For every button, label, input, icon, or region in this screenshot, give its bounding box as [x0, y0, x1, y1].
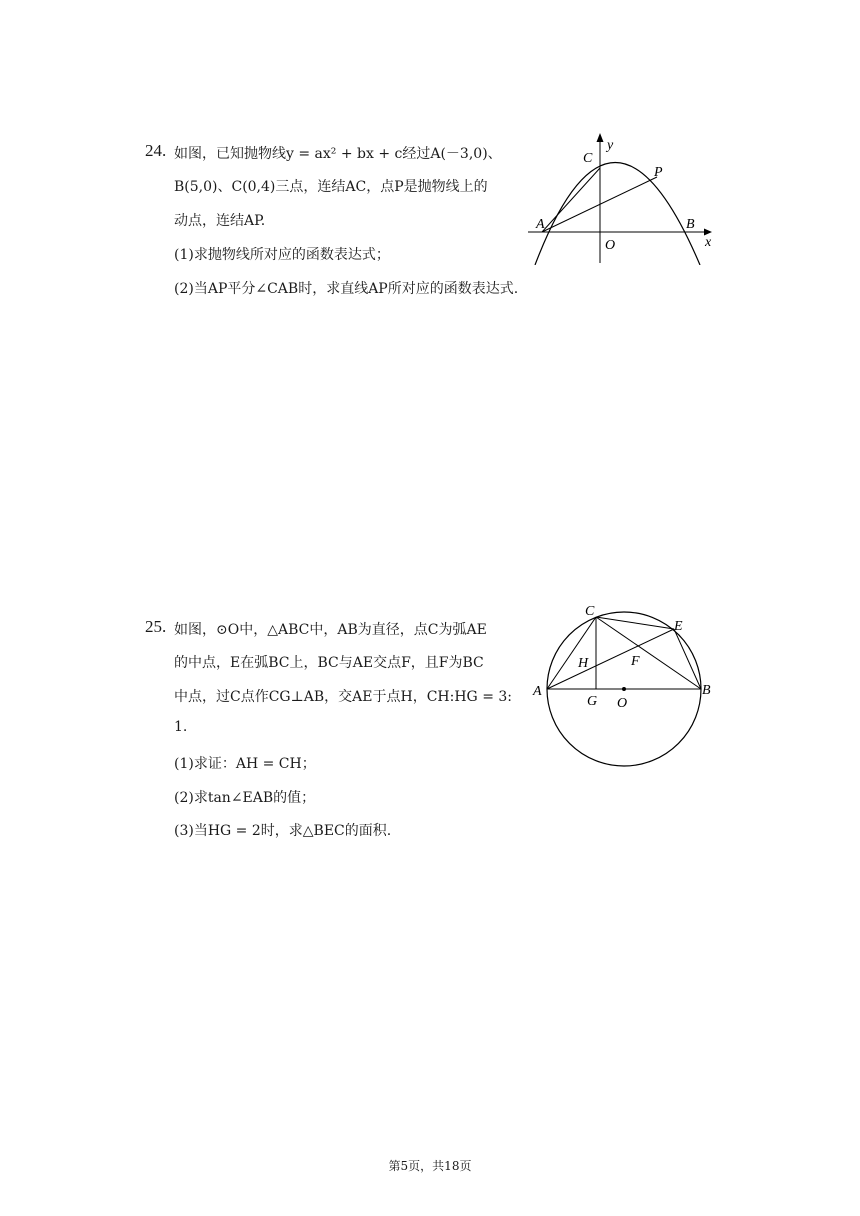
question-text-line: 如图，⊙O中，△ABC中，AB为直径，点C为弧AE	[174, 622, 487, 638]
label-h: H	[578, 656, 589, 671]
segment-ac	[547, 617, 596, 689]
label-a: A	[533, 684, 542, 699]
question-text-line: 中点，过C点作CG⊥AB，交AE于点H，CH:HG = 3:	[174, 689, 512, 705]
label-p: P	[654, 165, 663, 180]
question-text-line: B(5,0)、C(0,4)三点，连结AC，点P是抛物线上的	[174, 179, 488, 195]
label-o: O	[617, 696, 628, 711]
parabola-figure	[528, 130, 718, 265]
question-text-line: 如图，已知抛物线y = ax² + bx + c经过A(－3,0)、	[174, 146, 502, 162]
question-number: 24.	[145, 141, 167, 160]
y-axis-arrow	[597, 133, 604, 142]
label-b: B	[702, 683, 711, 698]
parabola-curve	[535, 163, 700, 266]
question-subpart-1: (1)求抛物线所对应的函数表达式；	[174, 247, 390, 263]
question-subpart-1: (1)求证：AH = CH；	[174, 756, 316, 772]
label-f: F	[631, 654, 640, 669]
question-subpart-3: (3)当HG = 2时，求△BEC的面积.	[174, 823, 392, 839]
center-point	[622, 687, 626, 691]
segment-ce	[596, 617, 674, 629]
label-o: O	[605, 238, 616, 253]
question-subpart-2: (2)当AP平分∠CAB时，求直线AP所对应的函数表达式.	[174, 281, 519, 297]
circle-figure	[528, 600, 718, 775]
question-subpart-2: (2)求tan∠EAB的值；	[174, 790, 316, 806]
question-text-line: 动点，连结AP.	[174, 213, 266, 229]
label-y: y	[607, 138, 614, 153]
question-number: 25.	[145, 617, 167, 636]
label-b: B	[686, 217, 695, 232]
label-x: x	[705, 235, 712, 250]
question-text-line: 1.	[174, 719, 188, 735]
label-e: E	[674, 619, 683, 634]
segment-ac	[542, 168, 600, 232]
label-a: A	[536, 217, 545, 232]
question-text-line: 的中点，E在弧BC上，BC与AE交点F，且F为BC	[174, 655, 484, 671]
label-c: C	[585, 604, 595, 619]
label-c: C	[583, 151, 593, 166]
label-g: G	[587, 694, 598, 709]
page-footer: 第5页，共18页	[388, 1159, 472, 1173]
